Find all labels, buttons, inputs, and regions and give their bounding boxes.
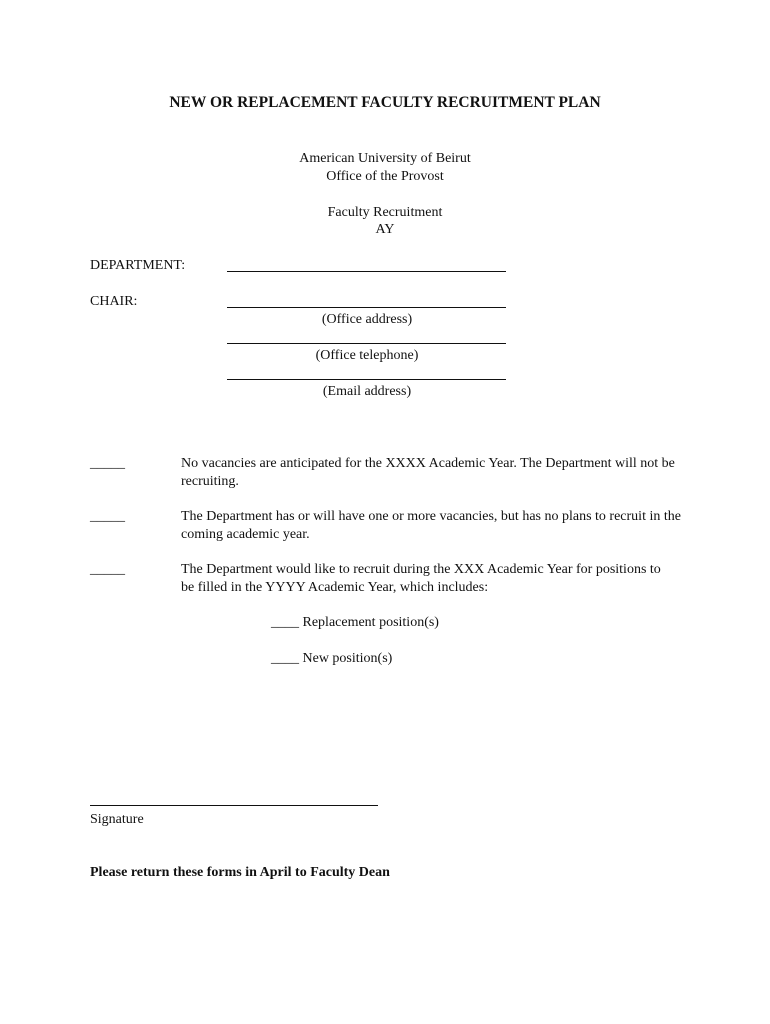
- document-title: NEW OR REPLACEMENT FACULTY RECRUITMENT PLAN: [169, 94, 601, 111]
- recruitment-heading: Faculty Recruitment: [327, 205, 443, 220]
- option-1-checkbox-blank[interactable]: _____: [90, 456, 125, 471]
- new-position-blank[interactable]: ____: [271, 651, 299, 666]
- office-address-caption: (Office address): [321, 312, 413, 327]
- replacement-position-label: Replacement position(s): [302, 615, 439, 630]
- option-1-text: No vacancies are anticipated for the XXXX Academic Year. The Department will not be recruiting.: [181, 456, 675, 489]
- option-3-text: The Department would like to recruit during the XXX Academic Year for positions to be filled in the YYYY Academic Year, which includes:: [181, 562, 661, 595]
- replacement-position-item: [271, 615, 439, 631]
- department-label: DEPARTMENT:: [90, 258, 186, 273]
- email-address-caption: (Email address): [322, 384, 412, 399]
- new-position-label: New position(s): [302, 651, 393, 666]
- office-name: Office of the Provost: [326, 169, 444, 184]
- option-2-checkbox-blank[interactable]: _____: [90, 509, 125, 524]
- option-3-checkbox-blank[interactable]: _____: [90, 562, 125, 577]
- return-instructions: Please return these forms in April to Faculty Dean: [90, 865, 390, 880]
- replacement-position-blank[interactable]: ____: [271, 615, 299, 630]
- chair-input-line[interactable]: [227, 307, 506, 308]
- office-address-input-line[interactable]: [227, 343, 506, 344]
- academic-year-label: AY: [375, 222, 395, 237]
- option-2-text: The Department has or will have one or more vacancies, but has no plans to recruit in the coming academic year.: [181, 509, 681, 542]
- signature-label: Signature: [90, 812, 144, 827]
- university-name: American University of Beirut: [299, 151, 471, 166]
- department-input-line[interactable]: [227, 271, 506, 272]
- office-telephone-input-line[interactable]: [227, 379, 506, 380]
- signature-line[interactable]: [90, 805, 378, 806]
- office-telephone-caption: (Office telephone): [315, 348, 419, 363]
- new-position-item: [271, 651, 392, 667]
- chair-label: CHAIR:: [90, 294, 138, 309]
